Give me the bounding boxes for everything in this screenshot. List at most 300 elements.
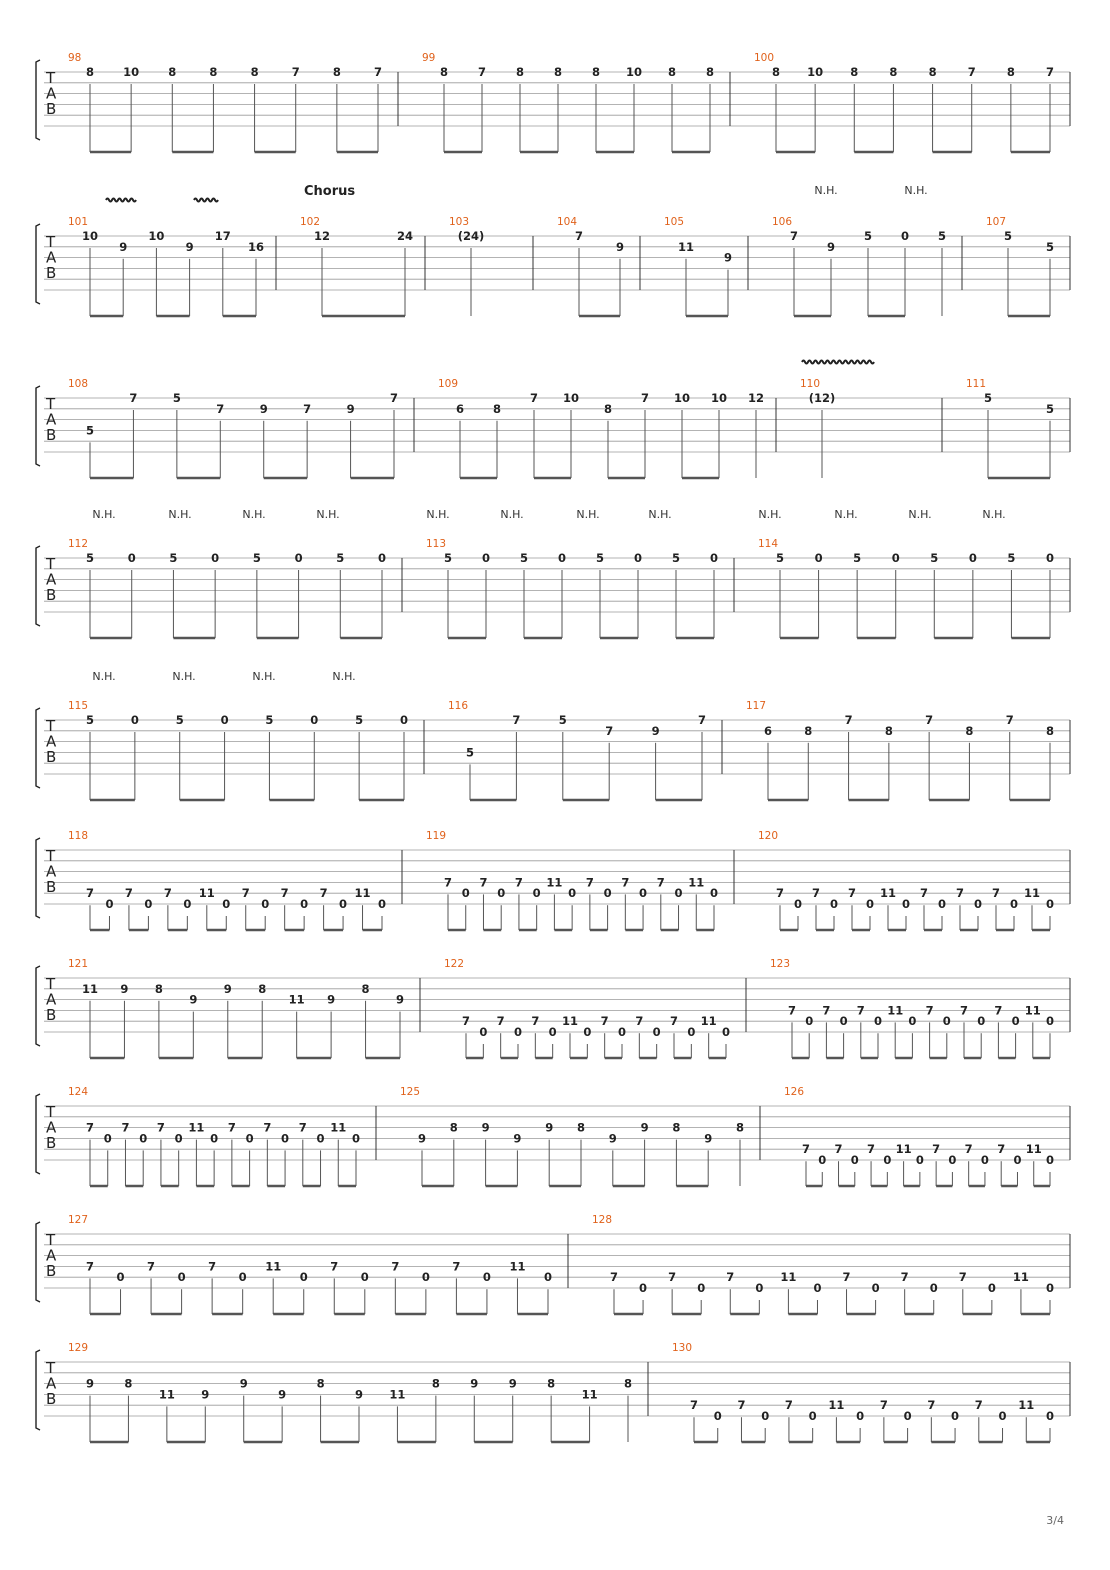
fret-number: 7 bbox=[512, 713, 521, 727]
fret-number: 5 bbox=[1003, 229, 1013, 243]
fret-number: 9 bbox=[327, 992, 336, 1007]
fret-number: 7 bbox=[668, 1270, 677, 1285]
fret-number: 7 bbox=[85, 1259, 95, 1274]
fret-number: 0 bbox=[130, 713, 139, 727]
fret-number: 9 bbox=[278, 1387, 287, 1402]
measure-number: 102 bbox=[300, 216, 321, 228]
fret-number: 7 bbox=[737, 1398, 746, 1413]
fret-number: 0 bbox=[351, 1131, 361, 1146]
fret-number: 0 bbox=[761, 1409, 770, 1423]
fret-number: 0 bbox=[915, 1153, 924, 1167]
fret-number: 0 bbox=[903, 1409, 912, 1423]
fret-number: 0 bbox=[805, 1014, 814, 1029]
fret-number: 7 bbox=[847, 886, 857, 901]
fret-number: 7 bbox=[389, 391, 399, 405]
fret-number: 0 bbox=[1045, 1409, 1055, 1423]
tab-clef-letter: A bbox=[46, 1246, 57, 1265]
tab-clef-letter: B bbox=[46, 586, 57, 604]
tab-clef-letter: B bbox=[46, 1006, 57, 1024]
fret-number: 10 bbox=[148, 229, 165, 243]
fret-number: 0 bbox=[687, 1025, 696, 1039]
fret-number: 0 bbox=[652, 1025, 661, 1039]
fret-number: 0 bbox=[377, 897, 387, 911]
fret-number: 8 bbox=[492, 401, 502, 416]
fret-number: 7 bbox=[373, 65, 383, 79]
fret-number: 10 bbox=[562, 391, 580, 405]
measure-number: 123 bbox=[770, 958, 791, 970]
fret-number: 8 bbox=[515, 65, 525, 79]
fret-number: 0 bbox=[883, 1153, 892, 1167]
vibrato-mark bbox=[106, 199, 136, 202]
fret-number: 0 bbox=[1045, 1153, 1055, 1167]
fret-number: 9 bbox=[417, 1131, 427, 1146]
tab-clef-letter: T bbox=[46, 717, 56, 735]
fret-number: (24) bbox=[457, 229, 485, 243]
fret-number: 12 bbox=[747, 391, 765, 405]
fret-number: 7 bbox=[822, 1003, 831, 1018]
fret-number: 0 bbox=[532, 886, 541, 901]
fret-number: 11 bbox=[879, 886, 897, 901]
fret-number: 0 bbox=[481, 551, 491, 565]
fret-number: 11 bbox=[700, 1014, 717, 1029]
fret-number: 0 bbox=[557, 551, 567, 565]
fret-number: 11 bbox=[330, 1120, 347, 1135]
fret-number: 5 bbox=[169, 551, 178, 565]
fret-number: 8 bbox=[591, 65, 601, 79]
fret-number: 7 bbox=[600, 1014, 609, 1029]
fret-number: 7 bbox=[867, 1142, 876, 1157]
tab-clef-letter: A bbox=[46, 990, 57, 1009]
fret-number: 10 bbox=[807, 65, 824, 79]
harmonic-label: N.H. bbox=[904, 184, 928, 197]
harmonic-label: N.H. bbox=[316, 508, 340, 521]
fret-number: 8 bbox=[361, 981, 370, 996]
fret-number: 11 bbox=[1023, 886, 1041, 901]
fret-number: 9 bbox=[119, 239, 128, 254]
fret-number: 0 bbox=[210, 1131, 219, 1146]
fret-number: 7 bbox=[925, 1003, 934, 1018]
measure-number: 104 bbox=[557, 216, 578, 228]
system-bracket bbox=[36, 386, 40, 466]
fret-number: 8 bbox=[705, 65, 715, 79]
fret-number: 0 bbox=[482, 1270, 491, 1285]
measure-number: 105 bbox=[664, 216, 685, 228]
fret-number: 7 bbox=[991, 886, 1001, 901]
fret-number: 0 bbox=[829, 897, 839, 911]
fret-number: 6 bbox=[763, 723, 773, 738]
fret-number: 7 bbox=[919, 886, 929, 901]
fret-number: 8 bbox=[850, 65, 859, 79]
fret-number: 7 bbox=[147, 1259, 156, 1274]
fret-number: 7 bbox=[927, 1398, 936, 1413]
fret-number: 0 bbox=[421, 1270, 430, 1285]
fret-number: 7 bbox=[669, 1014, 679, 1029]
fret-number: 5 bbox=[85, 713, 95, 727]
system-bracket bbox=[36, 1094, 40, 1174]
fret-number: 0 bbox=[220, 713, 229, 727]
fret-number: 7 bbox=[997, 1142, 1006, 1157]
fret-number: 7 bbox=[574, 229, 584, 243]
tab-clef-letter: B bbox=[46, 264, 57, 282]
fret-number: 5 bbox=[1045, 239, 1055, 254]
fret-number: 0 bbox=[873, 1014, 883, 1029]
fret-number: 7 bbox=[452, 1259, 461, 1274]
tab-clef-letter: T bbox=[46, 1103, 56, 1121]
fret-number: 5 bbox=[355, 713, 364, 727]
fret-number: 7 bbox=[496, 1014, 505, 1029]
fret-number: 0 bbox=[937, 897, 947, 911]
fret-number: 7 bbox=[656, 875, 665, 890]
fret-number: 7 bbox=[689, 1398, 699, 1413]
fret-number: 8 bbox=[431, 1376, 440, 1391]
fret-number: 11 bbox=[1018, 1398, 1035, 1413]
fret-number: 11 bbox=[158, 1387, 175, 1402]
tab-clef-letter: T bbox=[46, 555, 56, 573]
harmonic-label: N.H. bbox=[834, 508, 858, 521]
page-number: 3/4 bbox=[1046, 1514, 1064, 1527]
system-bracket bbox=[36, 1222, 40, 1302]
fret-number: 11 bbox=[828, 1398, 845, 1413]
measure-number: 101 bbox=[68, 216, 89, 228]
fret-number: 8 bbox=[672, 1120, 681, 1135]
fret-number: 9 bbox=[615, 239, 625, 254]
fret-number: 11 bbox=[188, 1120, 205, 1135]
fret-number: 5 bbox=[937, 229, 947, 243]
fret-number: 5 bbox=[265, 713, 274, 727]
tab-clef-letter: A bbox=[46, 570, 57, 589]
fret-number: 0 bbox=[814, 551, 823, 565]
measure-number: 106 bbox=[772, 216, 793, 228]
fret-number: 5 bbox=[930, 551, 939, 565]
measure-number: 109 bbox=[438, 378, 459, 390]
fret-number: 7 bbox=[531, 1014, 540, 1029]
fret-number: 0 bbox=[929, 1281, 938, 1295]
fret-number: 7 bbox=[461, 1014, 471, 1029]
fret-number: 11 bbox=[509, 1259, 526, 1274]
fret-number: 11 bbox=[389, 1387, 406, 1402]
fret-number: 7 bbox=[801, 1142, 811, 1157]
fret-number: 5 bbox=[172, 391, 181, 405]
fret-number: 7 bbox=[811, 886, 821, 901]
fret-number: 5 bbox=[1007, 551, 1016, 565]
fret-number: 9 bbox=[223, 981, 232, 996]
measure-number: 113 bbox=[426, 538, 447, 550]
fret-number: 8 bbox=[209, 65, 218, 79]
harmonic-label: N.H. bbox=[332, 670, 356, 683]
tab-clef-letter: B bbox=[46, 100, 57, 118]
fret-number: 7 bbox=[959, 1003, 969, 1018]
fret-number: 7 bbox=[605, 723, 614, 738]
vibrato-mark bbox=[194, 199, 218, 202]
fret-number: 0 bbox=[697, 1281, 706, 1295]
fret-number: 7 bbox=[291, 65, 300, 79]
fret-number: 11 bbox=[1024, 1003, 1041, 1018]
fret-number: 0 bbox=[174, 1131, 183, 1146]
fret-number: 0 bbox=[856, 1409, 865, 1423]
fret-number: 7 bbox=[640, 391, 650, 405]
tab-clef-letter: A bbox=[46, 1118, 57, 1137]
system-bracket bbox=[36, 1350, 40, 1430]
fret-number: 9 bbox=[640, 1120, 649, 1135]
measure-number: 108 bbox=[68, 378, 89, 390]
fret-number: 0 bbox=[513, 1025, 523, 1039]
fret-number: 9 bbox=[346, 401, 355, 416]
fret-number: 0 bbox=[721, 1025, 731, 1039]
fret-number: 7 bbox=[844, 713, 853, 727]
fret-number: 0 bbox=[183, 897, 192, 911]
measure-number: 119 bbox=[426, 830, 447, 842]
tab-clef-letter: T bbox=[46, 233, 56, 251]
fret-number: 0 bbox=[177, 1270, 186, 1285]
fret-number: 0 bbox=[891, 551, 900, 565]
measure-number: 121 bbox=[68, 958, 89, 970]
fret-number: 0 bbox=[709, 551, 719, 565]
fret-number: 7 bbox=[958, 1270, 967, 1285]
system-bracket bbox=[36, 546, 40, 626]
fret-number: 9 bbox=[608, 1131, 617, 1146]
harmonic-label: N.H. bbox=[982, 508, 1006, 521]
fret-number: 7 bbox=[967, 65, 976, 79]
measure-number: 112 bbox=[68, 538, 89, 550]
fret-number: 0 bbox=[639, 886, 648, 901]
fret-number: 11 bbox=[561, 1014, 579, 1029]
fret-number: 0 bbox=[980, 1153, 989, 1167]
fret-number: 7 bbox=[443, 875, 453, 890]
fret-number: 7 bbox=[208, 1259, 217, 1274]
fret-number: 0 bbox=[339, 897, 348, 911]
fret-number: 0 bbox=[461, 886, 470, 901]
fret-number: 8 bbox=[439, 65, 449, 79]
fret-number: 7 bbox=[85, 1120, 95, 1135]
fret-number: 0 bbox=[973, 897, 983, 911]
measure-number: 118 bbox=[68, 830, 89, 842]
tab-clef-letter: A bbox=[46, 410, 57, 429]
fret-number: 7 bbox=[609, 1270, 619, 1285]
measure-number: 110 bbox=[800, 378, 821, 390]
fret-number: 7 bbox=[925, 713, 934, 727]
measure-number: 128 bbox=[592, 1214, 613, 1226]
fret-number: 7 bbox=[124, 886, 133, 901]
fret-number: 0 bbox=[399, 713, 409, 727]
tab-clef-letter: A bbox=[46, 732, 57, 751]
measure-number: 125 bbox=[400, 1086, 421, 1098]
fret-number: 0 bbox=[299, 1270, 308, 1285]
fret-number: 0 bbox=[1011, 1014, 1020, 1029]
measure-number: 130 bbox=[672, 1342, 693, 1354]
fret-number: 9 bbox=[704, 1131, 713, 1146]
fret-number: 9 bbox=[85, 1376, 95, 1391]
fret-number: 0 bbox=[639, 1281, 648, 1295]
fret-number: 0 bbox=[316, 1131, 325, 1146]
fret-number: 7 bbox=[85, 886, 95, 901]
tab-clef-letter: B bbox=[46, 1262, 57, 1280]
tab-clef-letter: A bbox=[46, 248, 57, 267]
fret-number: 17 bbox=[214, 229, 231, 243]
fret-number: 7 bbox=[964, 1142, 973, 1157]
fret-number: 9 bbox=[189, 992, 198, 1007]
fret-number: 11 bbox=[1012, 1270, 1029, 1285]
fret-number: 8 bbox=[316, 1376, 325, 1391]
fret-number: 7 bbox=[775, 886, 785, 901]
fret-number: 8 bbox=[250, 65, 259, 79]
fret-number: 0 bbox=[105, 897, 114, 911]
fret-number: 0 bbox=[103, 1131, 112, 1146]
fret-number: 7 bbox=[974, 1398, 983, 1413]
fret-number: 0 bbox=[294, 551, 303, 565]
fret-number: 11 bbox=[354, 886, 371, 901]
fret-number: 0 bbox=[850, 1153, 859, 1167]
fret-number: 11 bbox=[688, 875, 705, 890]
fret-number: 9 bbox=[120, 981, 129, 996]
fret-number: 0 bbox=[497, 886, 506, 901]
fret-number: 0 bbox=[139, 1131, 148, 1146]
fret-number: 7 bbox=[1045, 65, 1055, 79]
fret-number: 7 bbox=[330, 1259, 339, 1274]
fret-number: 0 bbox=[839, 1014, 848, 1029]
harmonic-label: N.H. bbox=[814, 184, 838, 197]
measure-number: 126 bbox=[784, 1086, 805, 1098]
fret-number: 0 bbox=[1045, 551, 1055, 565]
section-label-chorus: Chorus bbox=[304, 184, 356, 199]
harmonic-label: N.H. bbox=[242, 508, 266, 521]
fret-number: 5 bbox=[1045, 401, 1055, 416]
fret-number: 7 bbox=[621, 875, 630, 890]
harmonic-label: N.H. bbox=[172, 670, 196, 683]
fret-number: 5 bbox=[853, 551, 862, 565]
harmonic-label: N.H. bbox=[908, 508, 932, 521]
fret-number: 7 bbox=[994, 1003, 1003, 1018]
fret-number: 11 bbox=[895, 1142, 912, 1157]
fret-number: 8 bbox=[889, 65, 898, 79]
fret-number: 7 bbox=[900, 1270, 909, 1285]
fret-number: 8 bbox=[623, 1376, 633, 1391]
fret-number: 5 bbox=[863, 229, 873, 243]
fret-number: 0 bbox=[908, 1014, 917, 1029]
measure-number: 100 bbox=[754, 52, 775, 64]
fret-number: 0 bbox=[543, 1270, 553, 1285]
fret-number: 11 bbox=[780, 1270, 797, 1285]
fret-number: 7 bbox=[303, 401, 312, 416]
measure-number: 103 bbox=[449, 216, 470, 228]
fret-number: 9 bbox=[545, 1120, 554, 1135]
fret-number: 7 bbox=[789, 229, 799, 243]
fret-number: 11 bbox=[546, 875, 563, 890]
fret-number: 0 bbox=[238, 1270, 247, 1285]
tab-clef-letter: B bbox=[46, 1390, 57, 1408]
measure-number: 122 bbox=[444, 958, 465, 970]
fret-number: 8 bbox=[1006, 65, 1015, 79]
fret-number: 0 bbox=[116, 1270, 125, 1285]
fret-number: 7 bbox=[955, 886, 965, 901]
system-bracket bbox=[36, 60, 40, 140]
fret-number: 11 bbox=[887, 1003, 904, 1018]
fret-number: 0 bbox=[261, 897, 270, 911]
fret-number: 0 bbox=[813, 1281, 822, 1295]
fret-number: 7 bbox=[856, 1003, 865, 1018]
fret-number: 7 bbox=[391, 1259, 400, 1274]
fret-number: 0 bbox=[583, 1025, 592, 1039]
fret-number: 7 bbox=[227, 1120, 236, 1135]
fret-number: 0 bbox=[617, 1025, 627, 1039]
system-bracket bbox=[36, 224, 40, 304]
fret-number: 9 bbox=[395, 992, 405, 1007]
fret-number: 7 bbox=[241, 886, 250, 901]
fret-number: 0 bbox=[281, 1131, 290, 1146]
fret-number: 8 bbox=[1045, 723, 1055, 738]
harmonic-label: N.H. bbox=[500, 508, 524, 521]
measure-number: 114 bbox=[758, 538, 779, 550]
fret-number: 0 bbox=[793, 897, 803, 911]
fret-number: 11 bbox=[265, 1259, 282, 1274]
fret-number: 7 bbox=[319, 886, 328, 901]
measure-number: 127 bbox=[68, 1214, 89, 1226]
fret-number: 0 bbox=[808, 1409, 817, 1423]
fret-number: 9 bbox=[201, 1387, 210, 1402]
fret-number: 24 bbox=[396, 229, 414, 243]
fret-number: 0 bbox=[871, 1281, 880, 1295]
measure-number: 107 bbox=[986, 216, 1007, 228]
tab-clef-letter: T bbox=[46, 69, 56, 87]
fret-number: 7 bbox=[514, 875, 523, 890]
measure-number: 124 bbox=[68, 1086, 89, 1098]
fret-number: 0 bbox=[144, 897, 153, 911]
fret-number: 12 bbox=[313, 229, 331, 243]
tab-clef-letter: T bbox=[46, 1359, 56, 1377]
measure-number: 115 bbox=[68, 700, 89, 712]
fret-number: 10 bbox=[123, 65, 140, 79]
tab-clef-letter: T bbox=[46, 975, 56, 993]
fret-number: 11 bbox=[198, 886, 215, 901]
fret-number: 0 bbox=[603, 886, 612, 901]
harmonic-label: N.H. bbox=[168, 508, 192, 521]
fret-number: 0 bbox=[818, 1153, 827, 1167]
fret-number: 8 bbox=[547, 1376, 556, 1391]
fret-number: 16 bbox=[247, 239, 265, 254]
tab-clef-letter: B bbox=[46, 1134, 57, 1152]
fret-number: 0 bbox=[942, 1014, 951, 1029]
harmonic-label: N.H. bbox=[92, 508, 116, 521]
fret-number: 0 bbox=[310, 713, 319, 727]
tab-clef-letter: T bbox=[46, 1231, 56, 1249]
fret-number: 7 bbox=[216, 401, 225, 416]
fret-number: 9 bbox=[239, 1376, 248, 1391]
fret-number: 0 bbox=[1013, 1153, 1022, 1167]
system-bracket bbox=[36, 838, 40, 918]
fret-number: 0 bbox=[568, 886, 577, 901]
fret-number: 7 bbox=[280, 886, 289, 901]
fret-number: 7 bbox=[529, 391, 539, 405]
fret-number: 0 bbox=[1045, 1281, 1055, 1295]
fret-number: 9 bbox=[259, 401, 268, 416]
fret-number: 0 bbox=[987, 1281, 996, 1295]
harmonic-label: N.H. bbox=[252, 670, 276, 683]
fret-number: 7 bbox=[156, 1120, 165, 1135]
fret-number: 9 bbox=[354, 1387, 364, 1402]
fret-number: 7 bbox=[787, 1003, 797, 1018]
fret-number: 9 bbox=[513, 1131, 522, 1146]
tab-clef-letter: T bbox=[46, 847, 56, 865]
fret-number: 0 bbox=[127, 551, 136, 565]
harmonic-label: N.H. bbox=[426, 508, 450, 521]
fret-number: 8 bbox=[553, 65, 563, 79]
harmonic-label: N.H. bbox=[648, 508, 672, 521]
fret-number: 10 bbox=[673, 391, 691, 405]
fret-number: 8 bbox=[603, 401, 613, 416]
fret-number: 9 bbox=[651, 723, 660, 738]
fret-number: 0 bbox=[300, 897, 309, 911]
fret-number: 5 bbox=[175, 713, 184, 727]
fret-number: 0 bbox=[674, 886, 683, 901]
